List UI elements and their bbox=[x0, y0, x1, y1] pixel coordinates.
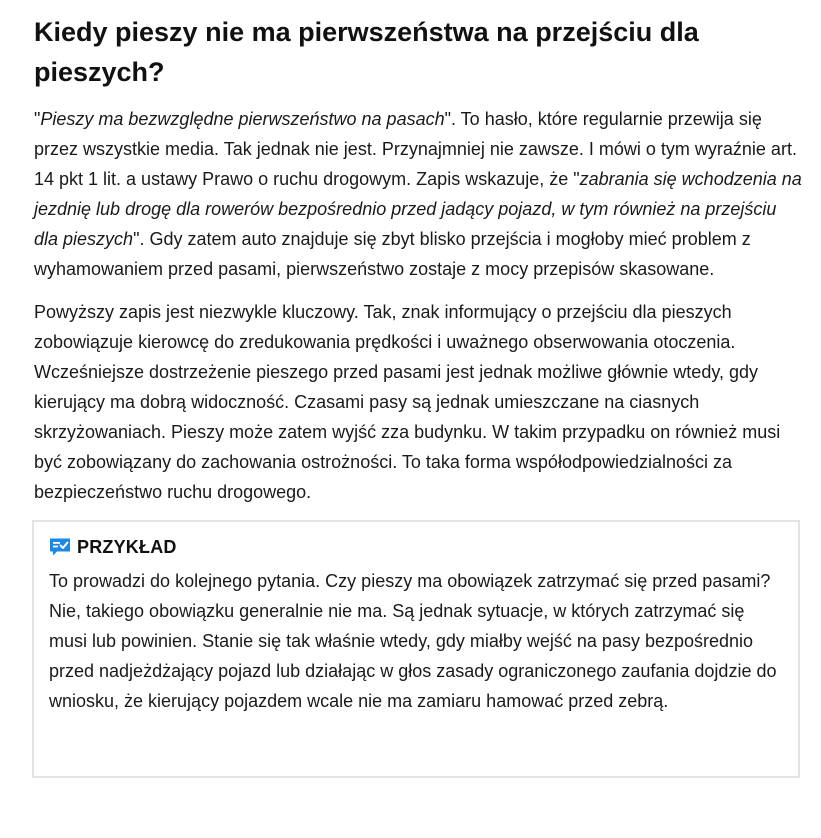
article-paragraph-1 bbox=[34, 104, 804, 284]
paragraph-1-text-end: ". Gdy zatem auto znajduje się zbyt blisko przejścia i mogłoby mieć problem z wyhamowaniem przed pasami, pierwszeństwo zostaje z mocy przepisów skasowane. bbox=[34, 229, 751, 279]
slogan-quote: Pieszy ma bezwzględne pierwszeństwo na pasach bbox=[40, 109, 445, 129]
paragraph-1-text: ". To hasło, które regularnie przewija się przez wszystkie media. Tak jednak nie jest. Przynajmniej nie zawsze. I mówi o tym wyraźnie art. 14 pkt 1 lit. a ustawy Prawo o ruchu drogowym. Zapis wskazuje, że " bbox=[34, 109, 797, 189]
quote-open: " bbox=[34, 109, 41, 129]
article-paragraph-2: Powyższy zapis jest niezwykle kluczowy. Tak, znak informujący o przejściu dla pieszych zobowiązuje kierowcę do zredukowania prędkości i uważnego obserwowania otoczenia. Wcześniejsze dostrzeżenie pieszego przed pasami jest jednak możliwe głównie wtedy, gdy kierujący ma dobrą widoczność. Czasami pasy są jednak umieszczane na ciasnych skrzyżowaniach. Pieszy może zatem wyjść zza budynku. W takim przypadku on również musi być zobowiązany do zachowania ostrożności. To taka forma współodpowiedzialności za bezpieczeństwo ruchu drogowego. bbox=[34, 302, 781, 502]
law-quote: zabrania się wchodzenia na jezdnię lub drogę dla rowerów bezpośrednio przed jadący pojazd, w tym również na przejściu dla pieszych bbox=[34, 169, 802, 249]
example-header bbox=[49, 534, 778, 560]
chat-check-icon bbox=[49, 537, 71, 557]
example-text: To prowadzi do kolejnego pytania. Czy pieszy ma obowiązek zatrzymać się przed pasami? Nie, takiego obowiązku generalnie nie ma. Są jednak sytuacje, w których zatrzymać się musi lub powinien. Stanie się tak właśnie wtedy, gdy miałby wejść na pasy bezpośrednio przed nadjeżdżający pojazd lub działając w głos zasady ograniczonego zaufania dojdzie do wniosku, że kierujący pojazdem wcale nie ma zamiaru hamować przed zebrą. bbox=[49, 571, 777, 711]
example-title: PRZYKŁAD bbox=[77, 536, 177, 557]
example-box bbox=[32, 520, 800, 778]
article-title: Kiedy pieszy nie ma pierwszeństwa na przejściu dla pieszych? bbox=[34, 17, 699, 87]
